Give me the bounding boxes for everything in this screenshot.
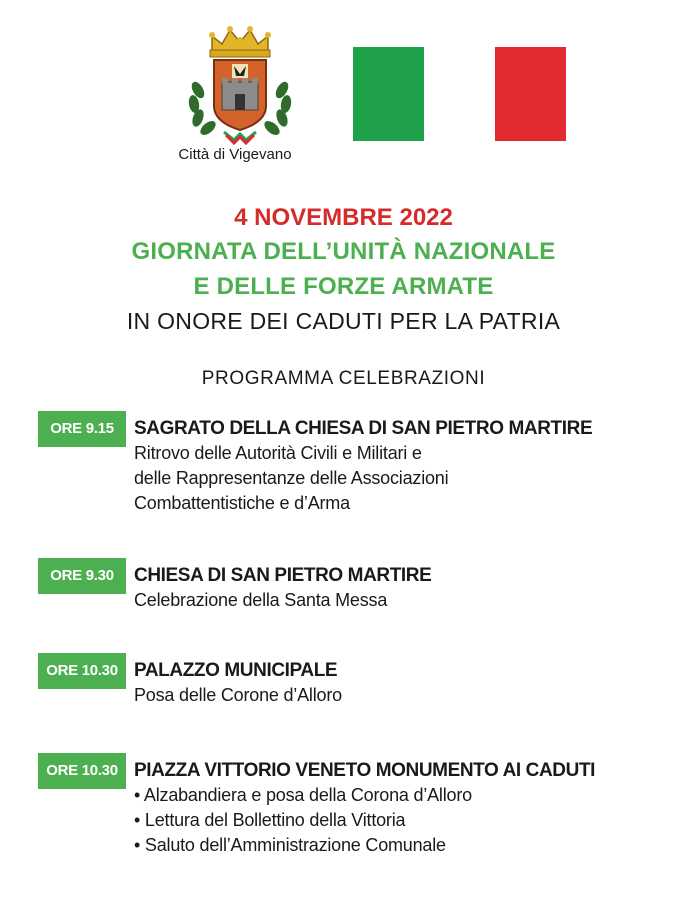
program-title: PROGRAMMA CELEBRAZIONI — [201, 368, 486, 389]
event-detail: • Lettura del Bollettino della Vittoria — [134, 810, 406, 830]
time-badge: ORE 9.15 — [38, 411, 126, 447]
event-detail: delle Rappresentanze delle Associazioni — [134, 468, 449, 488]
crown-icon — [209, 26, 271, 57]
event-detail: • Alzabandiera e posa della Corona d’Alloro — [134, 785, 472, 805]
title-line-1: GIORNATA DELL’UNITÀ NAZIONALE — [131, 238, 556, 265]
title-line-3: IN ONORE DEI CADUTI PER LA PATRIA — [126, 308, 561, 334]
event-detail: Ritrovo delle Autorità Civili e Militari e — [134, 443, 422, 463]
italian-flag — [353, 47, 566, 141]
title-line-2: E DELLE FORZE ARMATE — [193, 273, 494, 300]
flag-red-band — [495, 47, 566, 141]
event-detail: • Saluto dell’Amministrazione Comunale — [134, 835, 446, 855]
event-body — [134, 759, 654, 858]
crest-icon — [176, 18, 304, 148]
title-block — [0, 202, 687, 338]
event-detail: Posa delle Corone d’Alloro — [134, 685, 342, 705]
flag-white-band — [424, 47, 495, 141]
event-place: CHIESA DI SAN PIETRO MARTIRE — [134, 565, 432, 586]
city-name: Città di Vigevano — [178, 146, 292, 163]
flag-green-band — [353, 47, 424, 141]
event-body — [134, 417, 654, 516]
event-body — [134, 659, 654, 708]
time-badge: ORE 10.30 — [38, 753, 126, 789]
event-detail: Combattentistiche e d’Arma — [134, 493, 350, 513]
time-badge: ORE 9.30 — [38, 558, 126, 594]
event-body — [134, 564, 654, 613]
event-place: PALAZZO MUNICIPALE — [134, 660, 338, 681]
city-crest-logo — [176, 18, 304, 148]
event-date: 4 NOVEMBRE 2022 — [234, 204, 453, 231]
time-badge: ORE 10.30 — [38, 653, 126, 689]
event-place: PIAZZA VITTORIO VENETO MONUMENTO AI CADUTI — [134, 760, 596, 781]
event-detail: Celebrazione della Santa Messa — [134, 590, 388, 610]
event-place: SAGRATO DELLA CHIESA DI SAN PIETRO MARTIRE — [134, 418, 593, 439]
